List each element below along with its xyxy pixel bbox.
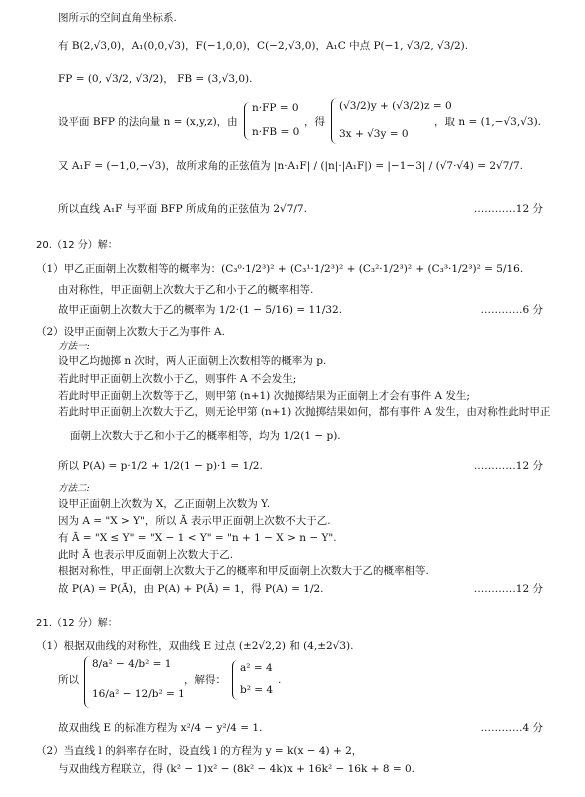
text-line: 设甲正面朝上次数为 X，乙正面朝上次数为 Y. [58, 498, 271, 510]
text-line: （2）当直线 l 的斜率存在时，设直线 l 的方程为 y = k(x − 4) + 2， [36, 745, 363, 757]
text-line: 有 B(2,√3,0)，A₁(0,0,√3)，F(−1,0,0)，C(−2,√3,0)，A₁C 中点 P(−1, √3/2, √3/2). [58, 40, 469, 52]
score-mark: …………12 分 [473, 203, 543, 215]
method-label: 方法一: [58, 341, 90, 352]
text-line: 由对称性，甲正面朝上次数大于乙和小于乙的概率相等. [58, 284, 314, 296]
score-mark: …………12 分 [473, 583, 543, 595]
question-heading: 20.（12 分）解： [36, 240, 118, 251]
score-mark: …………12 分 [473, 460, 543, 472]
text-line: ，解得： [184, 674, 226, 686]
text-line: 所以 P(A) = p·1/2 + 1/2(1 − p)·1 = 1/2. [58, 460, 263, 472]
text-line: 面朝上次数大于乙和小于乙的概率相等，均为 1/2(1 − p). [70, 430, 341, 442]
text-line: ，取 n = (1,−√3,√3). [434, 116, 541, 128]
text-line: 故甲正面朝上次数大于乙的概率为 1/2·(1 − 5/16) = 11/32. [58, 304, 343, 316]
equation: n·FP = 0 [252, 102, 299, 114]
equation: n·FB = 0 [252, 126, 300, 138]
text-line: （1）甲乙正面朝上次数相等的概率为：(C₃⁰·1/2³)² + (C₃¹·1/2³)² + (C₃²·1/2³)² + (C₃³·1/2³)² = 5/16. [36, 263, 524, 275]
equation: 3x + √3y = 0 [339, 128, 409, 140]
text-line: 设甲乙均抛掷 n 次时，两人正面朝上次数相等的概率为 p. [58, 355, 327, 367]
score-mark: …………6 分 [480, 304, 543, 316]
text-line: 有 Ā = "X ≤ Y" = "X − 1 < Y" = "n + 1 − X > n − Y". [58, 532, 337, 544]
text-line: ，得 [304, 116, 325, 128]
equation: (√3/2)y + (√3/2)z = 0 [339, 100, 452, 112]
text-line: 故双曲线 E 的标准方程为 x²/4 − y²/4 = 1. [58, 722, 263, 734]
method-label: 方法二: [58, 483, 90, 494]
text-line: 又 A₁F = (−1,0,−√3)，故所求角的正弦值为 |n·A₁F| / (|n|·|A₁F|) = |−1−3| / (√7·√4) = 2√7/7. [58, 160, 523, 172]
equation: a² = 4 [240, 662, 273, 674]
system-brace [232, 660, 238, 700]
text-line: 若此时甲正面朝上次数等于乙，则甲第 (n+1) 次抛掷结果为正面朝上才会有事件 A 发生; [58, 390, 470, 402]
text-line: 若此时甲正面朝上次数大于乙，则无论甲第 (n+1) 次抛掷结果如何，都有事件 A 发生，由对称性此时甲正 [58, 406, 551, 418]
text-line: （2）设甲正面朝上次数大于乙为事件 A. [36, 326, 225, 338]
text-line: 所以 [58, 674, 79, 686]
equation: 8/a² − 4/b² = 1 [92, 658, 172, 670]
system-brace [244, 102, 250, 140]
text-line: FP = (0, √3/2, √3/2)， FB = (3,√3,0). [58, 73, 253, 85]
equation: 16/a² − 12/b² = 1 [92, 688, 185, 700]
text-line: 此时 Ā 也表示甲反面朝上次数大于乙. [58, 549, 234, 561]
text-line: 若此时甲正面朝上次数小于乙，则事件 A 不会发生; [58, 373, 297, 385]
text-line: 图所示的空间直角坐标系. [58, 12, 177, 24]
system-brace [84, 656, 90, 708]
text-line: 所以直线 A₁F 与平面 BFP 所成角的正弦值为 2√7/7. [58, 203, 307, 215]
text-line: 与双曲线方程联立，得 (k² − 1)x² − (8k² − 4k)x + 16k² − 16k + 8 = 0. [58, 763, 415, 775]
text-line: 故 P(A) = P(Ā)，由 P(A) + P(Ā) = 1，得 P(A) = 1/2. [58, 583, 324, 595]
text-line: （1）根据双曲线的对称性，双曲线 E 过点 (±2√2,2) 和 (4,±2√3). [36, 640, 354, 652]
equation: b² = 4 [240, 684, 274, 696]
system-brace [331, 98, 337, 144]
score-mark: …………4 分 [480, 722, 543, 734]
question-heading: 21.（12 分）解： [36, 618, 118, 629]
text-line: 根据对称性，甲正面朝上次数大于乙的概率和甲反面朝上次数大于乙的概率相等. [58, 565, 429, 577]
text-line: 设平面 BFP 的法向量 n = (x,y,z)，由 [58, 116, 238, 128]
text-line: 因为 A = "X > Y"，所以 Ā 表示甲正面朝上次数不大于乙. [58, 515, 331, 527]
text-line: . [278, 674, 282, 686]
